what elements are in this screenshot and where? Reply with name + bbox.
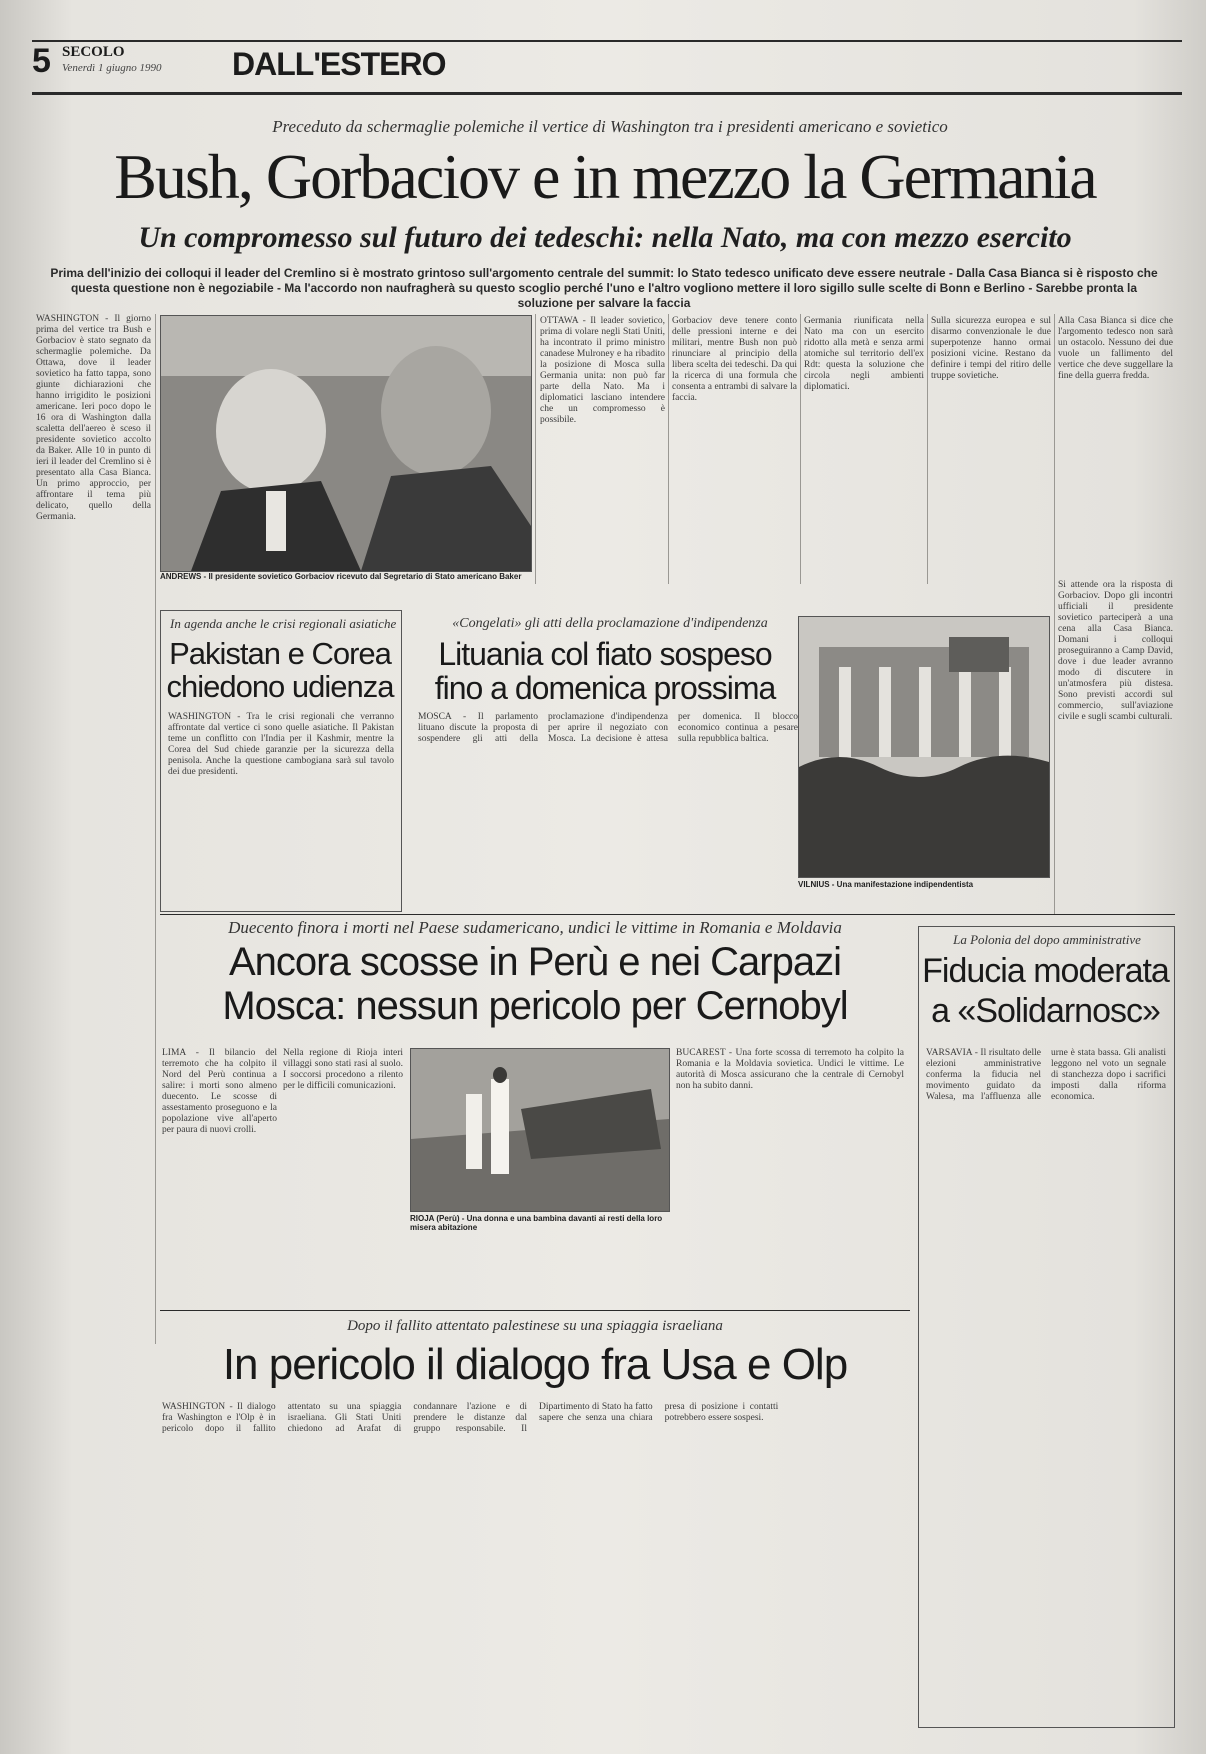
quake-kicker: Duecento finora i morti nel Paese sudamericano, undici le vittime in Romania e Moldavia: [228, 918, 842, 937]
photo-rioja-ruins: [411, 1049, 669, 1211]
lithuania-headline-line-2: fino a domenica prossima: [434, 670, 776, 706]
lead-column-2: OTTAWA - Il leader sovietico, prima di volare negli Stati Uniti, ha incontrato il primo ministro canadese Mulroney e ha ribadito la posizione di Mosca sulla Germania unita: non può far parte della Nato. Ma i diplomatici lasciano intendere che un compromesso è possibile.: [540, 316, 665, 425]
lithuania-photo: [798, 616, 1050, 878]
photo-vilnius-rally: [799, 617, 1049, 877]
quake-headline-line-1: Ancora scosse in Perù e nei Carpazi: [229, 940, 841, 984]
quake-column-1: LIMA - Il bilancio del terremoto che ha colpito il Nord del Perù continua a salire: i morti sono almeno duecento. Le scosse di assestamento proseguono e la popolazione vive all'aperto per paura di nuovi crolli.: [162, 1048, 277, 1135]
asia-kicker: In agenda anche le crisi regionali asiatiche: [170, 616, 397, 631]
side-column: Si attende ora la risposta di Gorbaciov. Dopo gli incontri ufficiali il presidente sovietico parteciperà a una cena alla Casa Bianca. Domani i colloqui proseguiranno a Camp David, dove i due leader avranno modo di discutere in un'atmosfera più distesa. Sono previsti accordi sul commercio, sull'aviazione civile e sugli scambi culturali.: [1058, 580, 1173, 722]
asia-headline-line-1: Pakistan e Corea: [169, 636, 391, 671]
quake-headline-line-2: Mosca: nessun pericolo per Cernobyl: [222, 984, 848, 1028]
paper-name: SECOLO: [62, 44, 125, 60]
quake-photo-caption: RIOJA (Perù) - Una donna e una bambina davanti ai resti della loro misera abitazione: [410, 1214, 663, 1232]
lithuania-kicker: «Congelati» gli atti della proclamazione d'indipendenza: [452, 616, 768, 631]
lead-deck: Prima dell'inizio dei colloqui il leader del Cremlino si è mostrato grintoso sull'argomento centrale del summit: lo Stato tedesco unificato deve essere neutrale - Dalla Casa Bianca si è risposto che questa questione non è negoziabile - Ma l'accordo non naufragherà su questo scoglio perché l'uno e l'altro vogliono mettere il loro sigillo sulle scelte di Bonn e Berlino - Sarebbe pronta la soluzione per salvare la faccia: [50, 266, 1158, 310]
section-rule: [160, 914, 1175, 915]
lithuania-photo-caption: VILNIUS - Una manifestazione indipendentista: [798, 880, 974, 889]
lead-column-3: Gorbaciov deve tenere conto delle pressioni interne e dei militari, mentre Bush non può rinunciare al principio della libera scelta dei tedeschi. Da qui la ricerca di una formula che consenta a entrambi di salvare la faccia.: [672, 316, 797, 403]
lithuania-text: MOSCA - Il parlamento lituano discute la proposta di sospendere gli atti della proclamazione d'indipendenza per aprire il negoziato con Mosca. La decisione è attesa per domenica. Il blocco economico continua a pesare sulla repubblica baltica.: [418, 712, 798, 744]
lead-headline: Bush, Gorbaciov e in mezzo la Germania: [114, 141, 1096, 212]
quake-column-3: BUCAREST - Una forte scossa di terremoto ha colpito la Romania e la Moldavia sovietica. Undici le vittime. Le autorità di Mosca assicurano che la centrale di Cernobyl non ha subito danni.: [676, 1048, 904, 1091]
photo-gorbaciov-baker: [161, 316, 531, 571]
asia-headline-line-2: chiedono udienza: [166, 669, 394, 704]
top-rule: [32, 40, 1182, 42]
page-number: 5: [32, 42, 51, 80]
issue-date: Venerdì 1 giugno 1990: [62, 62, 162, 74]
lithuania-headline-line-1: Lituania col fiato sospeso: [438, 636, 772, 672]
quake-column-2: Nella regione di Rioja interi villaggi sono stati rasi al suolo. I soccorsi procedono a rilento per le difficili comunicazioni.: [283, 1048, 403, 1091]
poland-text: VARSAVIA - Il risultato delle elezioni amministrative conferma la fiducia nel movimento guidato da Walesa, ma l'affluenza alle urne è stata bassa. Gli analisti leggono nel voto un segnale di stanchezza dopo i sacrifici imposti dalla riforma economica.: [926, 1048, 1166, 1102]
section-title: DALL'ESTERO: [232, 46, 446, 82]
lead-column-5: Sulla sicurezza europea e sul disarmo convenzionale le due superpotenze hanno ormai posizioni vicine. Restano da definire i tempi del ritiro delle truppe sovietiche.: [931, 316, 1051, 381]
masthead-rule: [32, 92, 1182, 95]
plo-text: WASHINGTON - Il dialogo fra Washington e l'Olp è in pericolo dopo il fallito attentato su una spiaggia israeliana. Gli Stati Uniti chiedono ad Arafat di condannare l'azione e di prendere le distanze dal gruppo responsabile. Il Dipartimento di Stato ha fatto sapere che senza una chiara presa di posizione i contatti potrebbero essere sospesi.: [162, 1402, 779, 1434]
quake-photo: [410, 1048, 670, 1212]
asia-text: WASHINGTON - Tra le crisi regionali che verranno affrontate dal vertice ci sono quelle asiatiche. Il Pakistan teme un conflitto con l'India per il Kashmir, mentre la Corea del Sud chiede garanzie per la sicurezza della penisola. Anche la questione cambogiana sarà sul tavolo dei due presidenti.: [168, 712, 394, 777]
poland-headline-line-2: a «Solidarnosc»: [931, 992, 1160, 1030]
lead-column-4: Germania riunificata nella Nato ma con un esercito ridotto alla metà e senza armi atomiche sul territorio dell'ex Rdt: questa la soluzione che circola negli ambienti diplomatici.: [804, 316, 924, 392]
lead-photo-caption: ANDREWS - Il presidente sovietico Gorbaciov ricevuto dal Segretario di Stato americano Baker: [160, 572, 522, 581]
lead-kicker: Preceduto da schermaglie polemiche il vertice di Washington tra i presidenti americano e sovietico: [272, 117, 948, 136]
poland-kicker: La Polonia del dopo amministrative: [953, 932, 1141, 947]
lead-column-1: WASHINGTON - Il giorno prima del vertice tra Bush e Gorbaciov è stato segnato da schermaglie polemiche. Da Ottawa, dove il leader sovietico ha fatto tappa, sono giunte dichiarazioni che hanno irrigidito le posizioni americane. Ieri poco dopo le 16 ora di Washington dalla scaletta dell'aereo è sceso il presidente sovietico accolto da Baker. Alle 10 in punto di ieri il leader del Cremlino si è presentato alla Casa Bianca. Un primo approccio, per affrontare il tema più delicato, quello della Germania.: [36, 314, 151, 522]
lead-photo: [160, 315, 532, 572]
lead-subhead: Un compromesso sul futuro dei tedeschi: nella Nato, ma con mezzo esercito: [138, 221, 1072, 254]
section-rule-2: [160, 1310, 910, 1311]
plo-headline: In pericolo il dialogo fra Usa e Olp: [222, 1340, 848, 1389]
plo-kicker: Dopo il fallito attentato palestinese su una spiaggia israeliana: [347, 1318, 723, 1334]
poland-headline-line-1: Fiducia moderata: [922, 952, 1169, 990]
lead-column-6: Alla Casa Bianca si dice che l'argomento tedesco non sarà un ostacolo. Nessuno dei due vuole un fallimento del vertice che deve suggellare la fine della guerra fredda.: [1058, 316, 1173, 381]
